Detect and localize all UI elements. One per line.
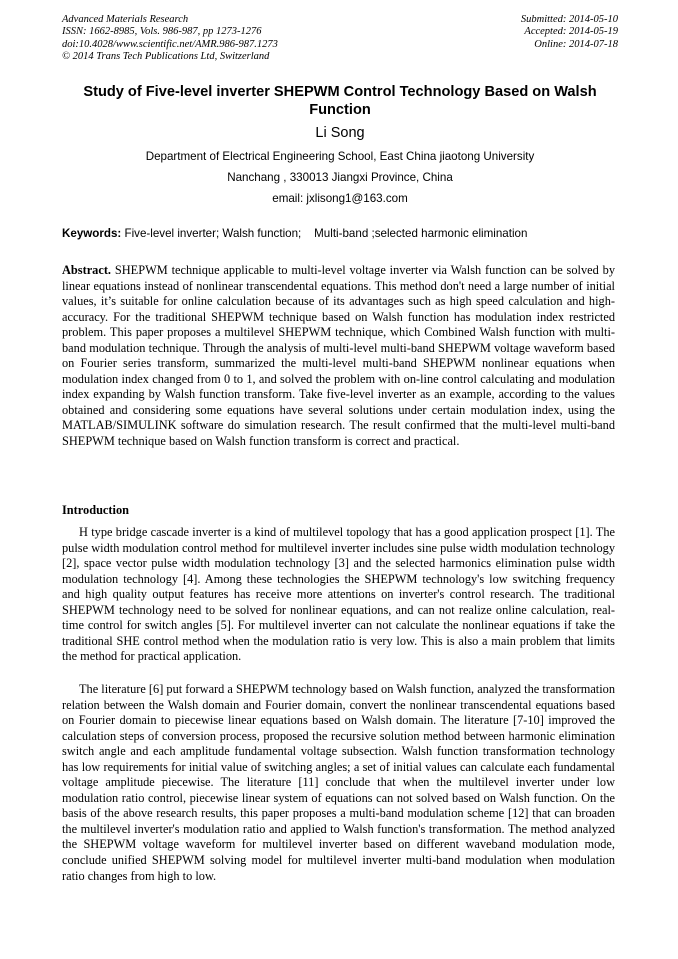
- online-date: Online: 2014-07-18: [534, 38, 618, 50]
- abstract-text: SHEPWM technique applicable to multi-level voltage inverter via Walsh function can be solved by linear equations instead of nonlinear transcendental equations. This method don't need a large number of initial values, it’s suitable for online calculation because of its advantages such as high speed calculation and high-accuracy. For the traditional SHEPWM technique based on Walsh function has modulation index restricted problem. This paper proposes a multilevel SHEPWM technique, which Combined Walsh function with multi-band modulation technique. Through the analysis of multi-level multi-band SHEPWM voltage waveform based on Fourier series transform, summarized the multi-level multi-band SHEPWM nonlinear equations when modulation index changed from 0 to 1, and solved the problem with on-line control calculating and modulation index expanding by Walsh function transform. Take five-level inverter as an example, according to the values obtained and considering some equations have several solutions under certain modulation index, using the MATLAB/SIMULINK software do simulation research. The result confirmed that the multi-level multi-band SHEPWM technique based on Walsh function transform is correct and practical.: [62, 263, 615, 449]
- section-heading-introduction: Introduction: [62, 503, 129, 517]
- journal-header: [62, 14, 278, 64]
- abstract: [62, 263, 615, 450]
- affiliation-address: Nanchang , 330013 Jiangxi Province, China: [227, 171, 453, 184]
- journal-copyright: © 2014 Trans Tech Publications Ltd, Switzerland: [62, 51, 270, 63]
- introduction-paragraph-2: The literature [6] put forward a SHEPWM technology based on Walsh function, analyzed the transformation relation between the Walsh domain and Fourier domain, convert the nonlinear transcendental equations based on Fourier domain to piecewise linear equations based on Walsh domain. The literature [7-10] improved the calculation steps of conversion process, proposed the recursive solution method between harmonic elimination switch angle and each amplitude fundamental voltage subsection. Walsh function transformation technology has low requirements for initial value of switching angles; a set of initial values can calculate each fundamental voltage amplitude piecewise. The literature [11] conclude that when the multilevel inverter under low modulation ratio control, piecewise linear system of equations can not solved based on Walsh function. On the basis of the above research results, this paper proposes a multi-band modulation scheme [12] that can broaden the multilevel inverter's modulation ratio and applied to Walsh function's transformation. The method analyzed the SHEPWM voltage waveform for multilevel inverter based on different waveband modulation mode, conclude unified SHEPWM solving model for multilevel inverter multi-band modulation when modulation ratio changes from high to low.: [62, 682, 615, 883]
- abstract-label: Abstract.: [62, 263, 112, 277]
- journal-name: Advanced Materials Research: [62, 14, 189, 25]
- keywords: [62, 227, 618, 241]
- submission-dates: [521, 14, 618, 51]
- introduction-paragraph-1: H type bridge cascade inverter is a kind of multilevel topology that has a good application prospect [1]. The pulse width modulation control method for multilevel inverter includes sine pulse width modulation technology [2], space vector pulse width modulation technology [3] and the selected harmonics elimination pulse width modulation technology [4]. Among these technologies the SHEPWM technology's low switching frequency and high quality output features has receive more attentions on inverter's control research. The traditional SHEPWM technology need to be solved for nonlinear equations, and can not realize online calculation, real-time control for switch angles [5]. For multilevel inverter can not calculate the nonlinear equations if take the traditional SHE control method when the modulation ratio is very low. This is also a main problem that limits the method for practical application.: [62, 525, 615, 664]
- journal-doi: doi:10.4028/www.scientific.net/AMR.986-987.1273: [62, 38, 278, 50]
- keywords-label: Keywords:: [62, 227, 122, 240]
- submitted-date: Submitted: 2014-05-10: [520, 14, 618, 25]
- journal-issn: ISSN: 1662-8985, Vols. 986-987, pp 1273-1276: [62, 26, 262, 38]
- author-name: Li Song: [315, 125, 365, 141]
- author-email: email: jxlisong1@163.com: [272, 192, 408, 205]
- accepted-date: Accepted: 2014-05-19: [524, 26, 618, 38]
- affiliation-department: Department of Electrical Engineering School, East China jiaotong University: [145, 150, 535, 163]
- paper-title: Study of Five-level inverter SHEPWM Control Technology Based on Walsh Function: [83, 84, 597, 118]
- keywords-text: Five-level inverter; Walsh function; Multi-band ;selected harmonic elimination: [121, 227, 528, 240]
